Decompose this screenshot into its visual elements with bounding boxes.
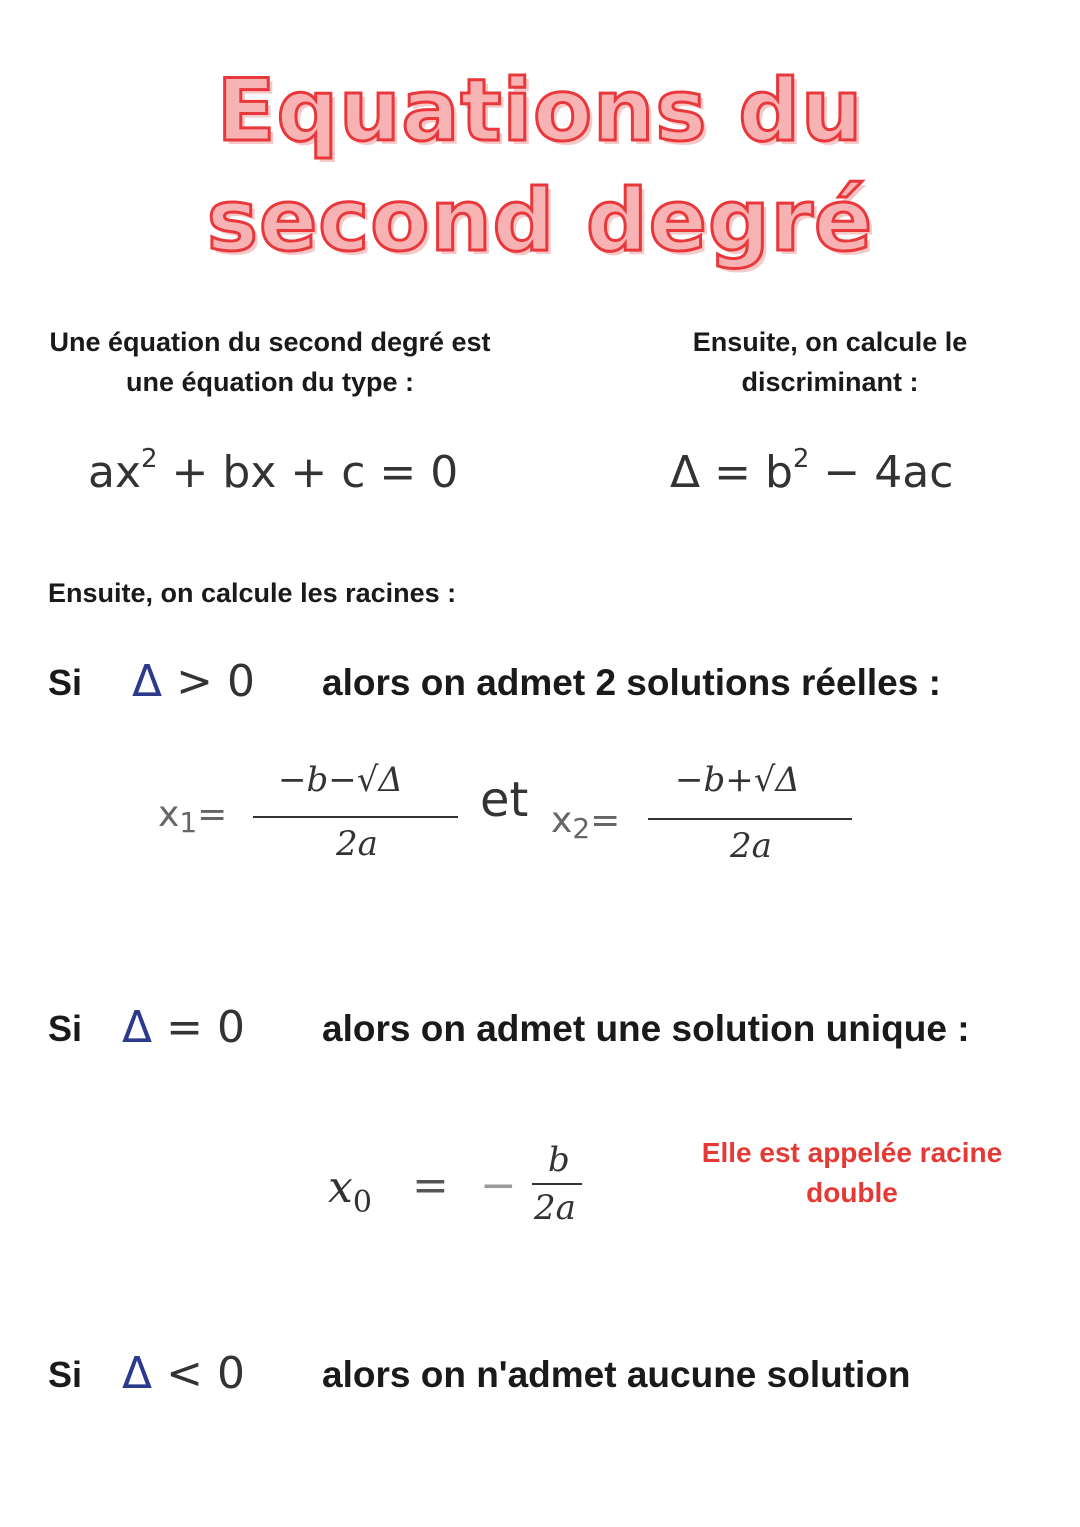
case3-delta: Δ (122, 1348, 153, 1399)
intro-right-line2: discriminant : (741, 367, 919, 397)
x0-fraction-bar (532, 1183, 582, 1185)
case1-text: alors on admet 2 solutions réelles : (322, 662, 941, 703)
delta-formula (670, 444, 953, 498)
x1-sub: 1 (179, 806, 198, 839)
roots-two (158, 752, 878, 882)
case1-condition (132, 656, 255, 707)
x0-denominator: 2a (534, 1188, 576, 1228)
eq-exp: 2 (141, 444, 158, 474)
intro-left (10, 322, 530, 402)
case2-si: Si (48, 1008, 83, 1049)
case2-condition (122, 1002, 245, 1053)
case1-delta: Δ (132, 656, 163, 707)
x0-var: x (328, 1162, 353, 1213)
x2-sub: 2 (572, 812, 591, 845)
note-double (672, 1133, 1032, 1213)
x1-numerator: −b−√Δ (278, 760, 403, 800)
delta-exp: 2 (792, 444, 810, 474)
et-word: et (480, 772, 529, 828)
delta-b: b (764, 447, 793, 498)
title-line-1: Equations du (216, 61, 864, 161)
x2-numerator: −b+√Δ (675, 760, 800, 800)
title-line-2: second degré (206, 171, 874, 271)
x1-denominator: 2a (336, 824, 378, 864)
note-line1: Elle est appelée racine (701, 1137, 1003, 1168)
case2-op: = 0 (152, 1002, 245, 1053)
x1-fraction-bar (253, 816, 458, 818)
x2-label (551, 800, 620, 845)
case3-si: Si (48, 1354, 83, 1395)
eq-ax: ax (88, 447, 142, 498)
x2-var: x (551, 800, 573, 841)
intro-left-line1: Une équation du second degré est (49, 327, 491, 357)
x2-denominator: 2a (730, 826, 772, 866)
intro-left-line2: une équation du type : (126, 367, 414, 397)
x0-equals: = (412, 1160, 449, 1211)
case1-op: > 0 (162, 656, 255, 707)
x0-sub: 0 (352, 1184, 372, 1220)
case3-op: < 0 (152, 1348, 245, 1399)
section-racines: Ensuite, on calcule les racines : (48, 578, 457, 608)
delta-rest: − 4ac (809, 447, 954, 498)
x2-fraction-bar (648, 818, 852, 820)
delta-eq: = (700, 447, 765, 498)
intro-right (620, 322, 1040, 402)
eq-rest: + bx + c = 0 (157, 447, 459, 498)
intro-right-line1: Ensuite, on calcule le (692, 327, 968, 357)
note-line2: double (806, 1177, 898, 1208)
delta-symbol: Δ (670, 447, 701, 498)
x0-numerator: b (548, 1140, 570, 1180)
x1-label (158, 794, 227, 839)
x1-var: x (158, 794, 180, 835)
case2-text: alors on admet une solution unique : (322, 1008, 970, 1049)
case3-text: alors on n'admet aucune solution (322, 1354, 911, 1395)
x2-eq: = (590, 800, 621, 841)
case2-delta: Δ (122, 1002, 153, 1053)
general-equation (88, 444, 458, 498)
case1-si: Si (48, 662, 83, 703)
case3-condition (122, 1348, 245, 1399)
x0-minus: − (480, 1160, 517, 1211)
root-unique (320, 1136, 620, 1236)
x1-eq: = (197, 794, 228, 835)
x0-label (328, 1162, 372, 1220)
